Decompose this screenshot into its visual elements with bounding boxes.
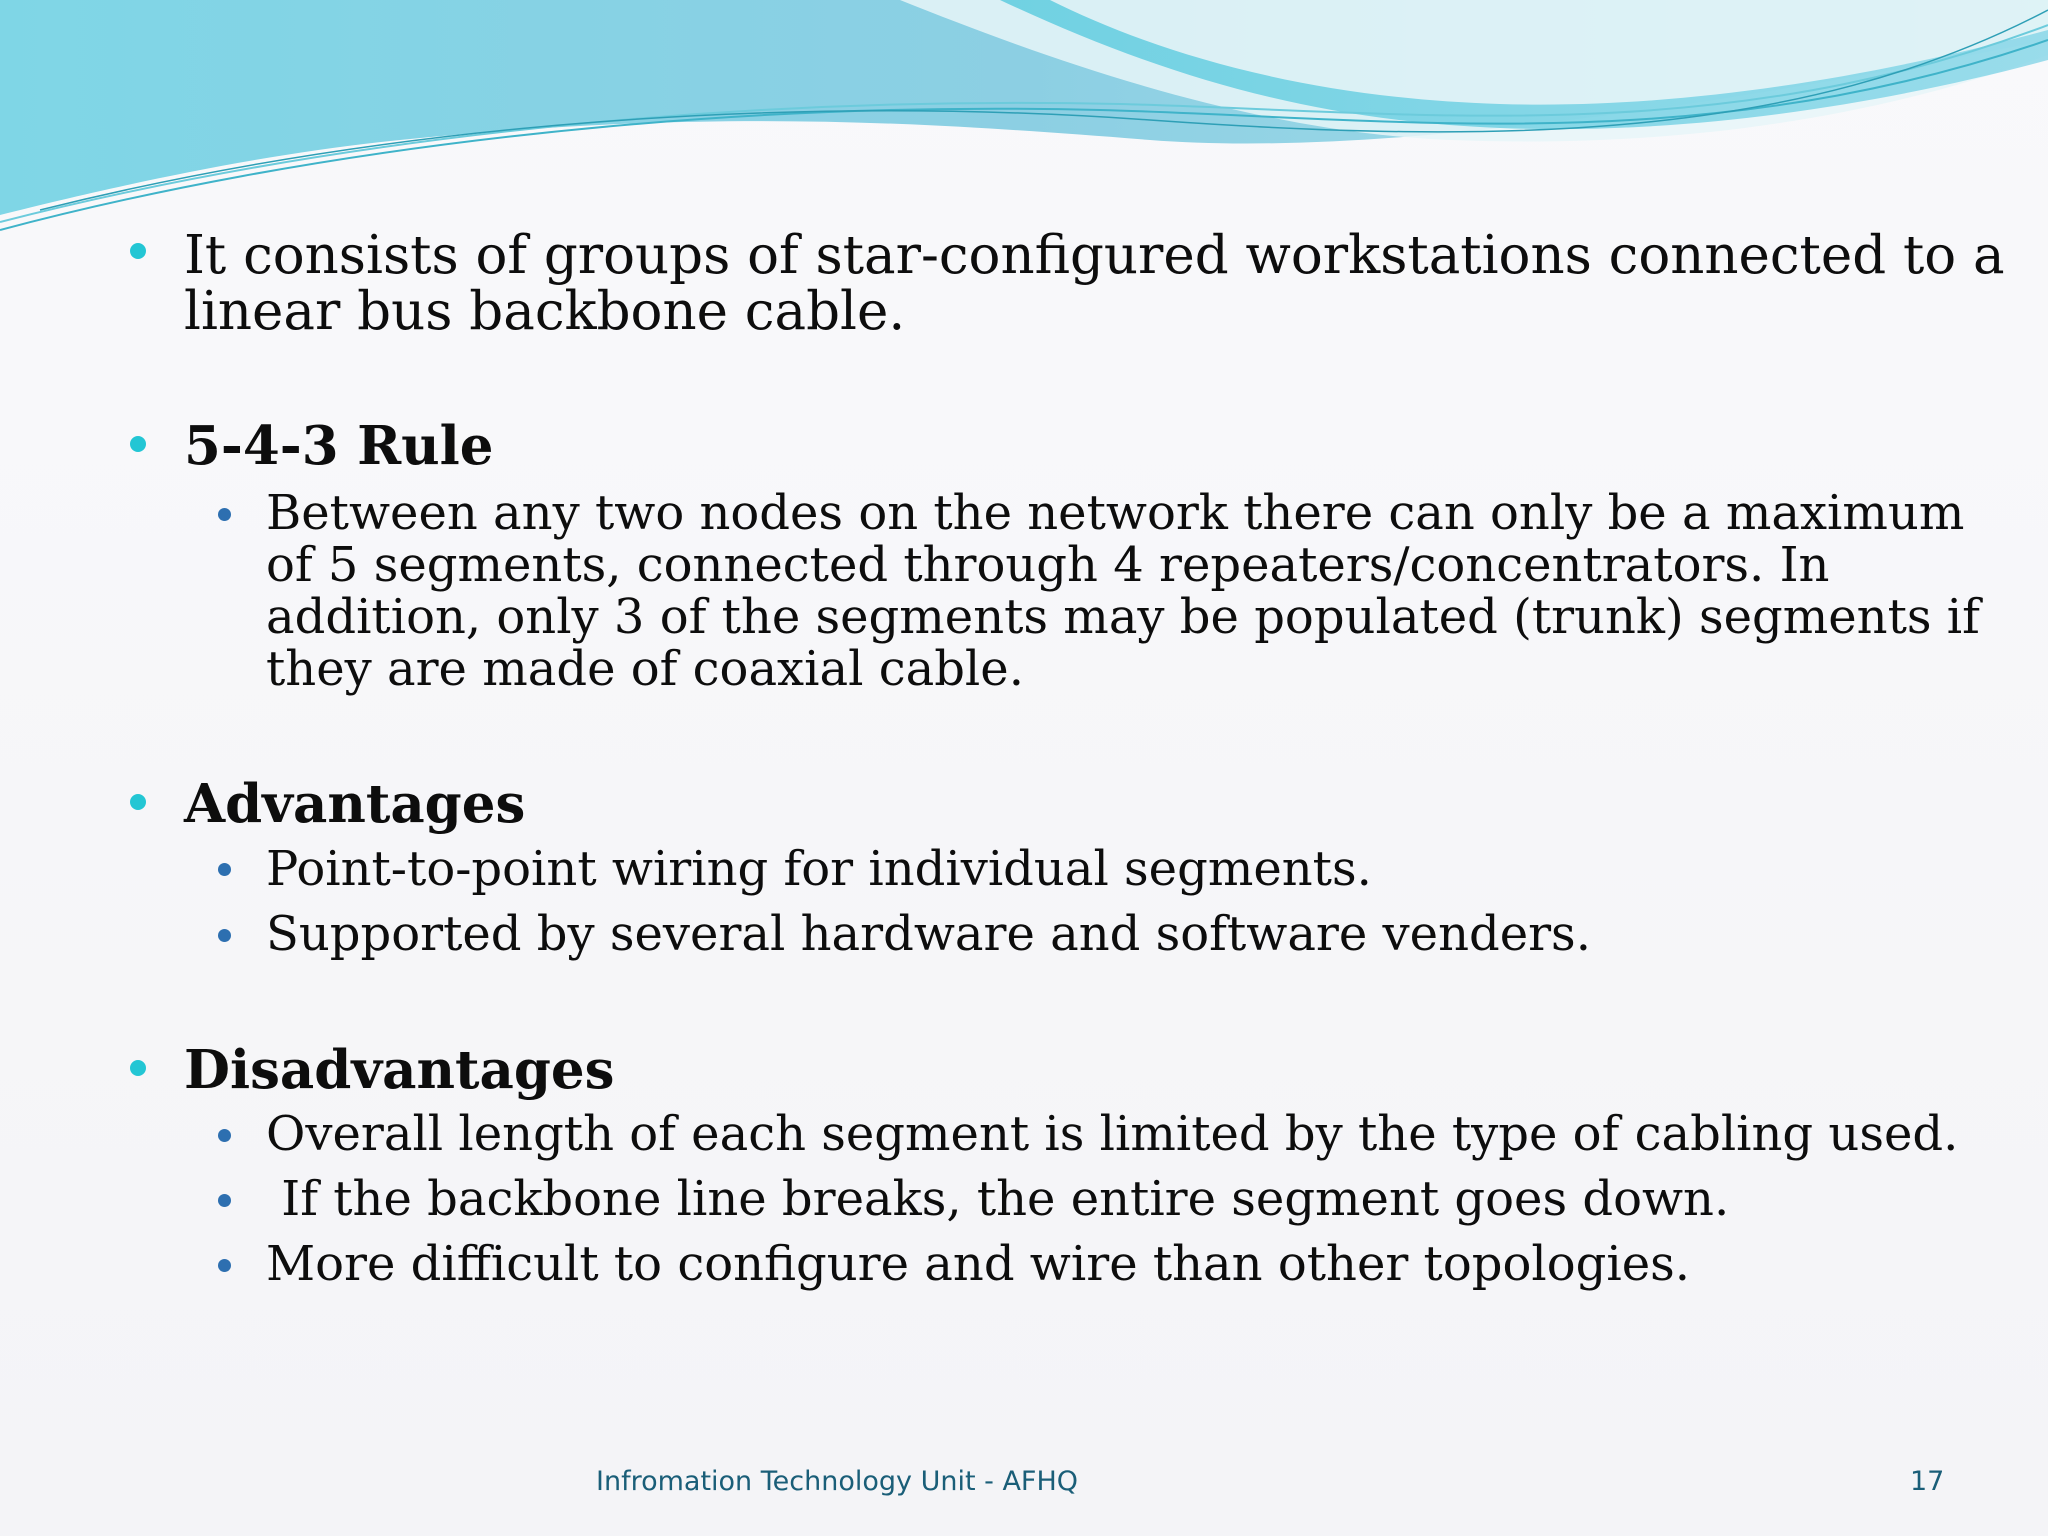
advantages-heading: Advantages [184,773,526,835]
sub-bullet-dot-icon [218,508,231,521]
sub-bullet-dot-icon [218,863,231,876]
advantage-item: Supported by several hardware and software venders. [266,906,1591,962]
bullet-dot-icon [130,436,146,452]
footer-text: Infromation Technology Unit - AFHQ [596,1466,1079,1497]
disadvantage-item: If the backbone line breaks, the entire segment goes down. [266,1171,1730,1227]
rule-text-line-1: Between any two nodes on the network there can only be a maximum [266,485,1965,541]
disadvantage-item: Overall length of each segment is limited by the type of cabling used. [266,1106,1959,1162]
bullet-dot-icon [130,794,146,810]
rule-text-line-2: of 5 segments, connected through 4 repeaters/concentrators. In [266,537,1830,593]
advantage-item: Point-to-point wiring for individual segments. [266,841,1372,897]
disadvantage-item: More difficult to configure and wire than other topologies. [266,1236,1690,1292]
rule-text-line-3: addition, only 3 of the segments may be populated (trunk) segments if [266,589,1980,645]
intro-line-2: linear bus backbone cable. [184,281,906,342]
sub-bullet-dot-icon [218,1129,231,1142]
bullet-dot-icon [130,243,146,259]
intro-line-1: It consists of groups of star-configured workstations connected to a [184,225,2005,286]
bullet-dot-icon [130,1060,146,1076]
rule-heading: 5-4-3 Rule [184,415,494,477]
rule-text-line-4: they are made of coaxial cable. [266,641,1024,697]
disadvantages-heading: Disadvantages [184,1039,615,1101]
page-number: 17 [1910,1466,1945,1497]
sub-bullet-dot-icon [218,929,231,942]
sub-bullet-dot-icon [218,1194,231,1207]
sub-bullet-dot-icon [218,1259,231,1272]
